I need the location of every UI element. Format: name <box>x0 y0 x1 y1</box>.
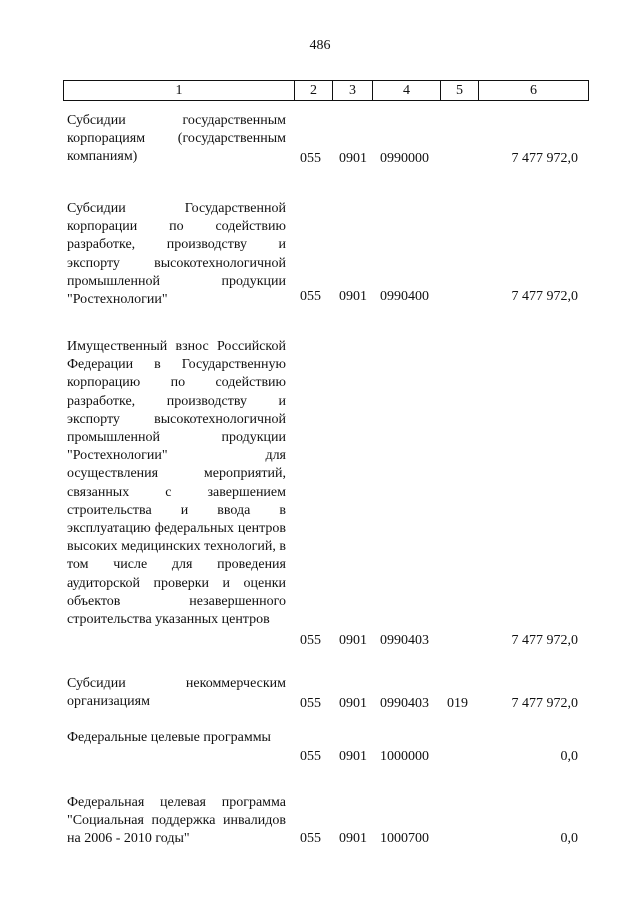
column-header-6: 6 <box>479 81 589 101</box>
row-description: Субсидии государственным корпорациям (государственным компаниям) <box>67 113 286 165</box>
row-col2: 055 <box>300 633 321 648</box>
column-header-row <box>64 81 589 101</box>
row-amount: 7 477 972,0 <box>511 151 578 166</box>
column-header-table <box>63 80 589 101</box>
column-header-3: 3 <box>333 81 373 101</box>
row-col4: 0990000 <box>380 151 429 166</box>
row-col4: 1000000 <box>380 749 429 764</box>
column-header-5: 5 <box>441 81 479 101</box>
row-description: Имущественный взнос Российской Федерации в Государственную корпорацию по содействию разработке, производству и экспорту высокотехнологичной промышленной продукции "Ростехнологии" для осуществления мероприятий, связанных с завершением строительства и ввода в эксплуатацию федеральных центров высоких медицинских технологий, в том числе для проведения аудиторской проверки и оценки объектов незавершенного строительства указанных центров <box>67 339 286 628</box>
row-col3: 0901 <box>339 749 367 764</box>
row-description: Федеральная целевая программа "Социальная поддержка инвалидов на 2006 - 2010 годы" <box>67 795 286 847</box>
row-col3: 0901 <box>339 831 367 846</box>
row-amount: 7 477 972,0 <box>511 696 578 711</box>
row-col4: 0990400 <box>380 289 429 304</box>
column-header-2: 2 <box>295 81 333 101</box>
row-col5: 019 <box>447 696 468 711</box>
row-description: Субсидии Государственной корпорации по содействию разработке, производству и экспорту высокотехнологичной промышленной продукции "Ростехнологии" <box>67 201 286 308</box>
column-header-4: 4 <box>373 81 441 101</box>
row-description: Федеральные целевые программы <box>67 730 271 745</box>
row-amount: 7 477 972,0 <box>511 289 578 304</box>
page-number: 486 <box>309 38 331 53</box>
row-col3: 0901 <box>339 289 367 304</box>
row-col3: 0901 <box>339 151 367 166</box>
row-description: Субсидии некоммерческим организациям <box>67 676 286 710</box>
row-col4: 1000700 <box>380 831 429 846</box>
row-col2: 055 <box>300 151 321 166</box>
row-col4: 0990403 <box>380 633 429 648</box>
row-col2: 055 <box>300 831 321 846</box>
row-col2: 055 <box>300 696 321 711</box>
row-amount: 0,0 <box>560 831 578 846</box>
row-col2: 055 <box>300 289 321 304</box>
row-col3: 0901 <box>339 633 367 648</box>
row-amount: 0,0 <box>560 749 578 764</box>
row-col4: 0990403 <box>380 696 429 711</box>
row-col3: 0901 <box>339 696 367 711</box>
column-header-1: 1 <box>64 81 295 101</box>
row-amount: 7 477 972,0 <box>511 633 578 648</box>
row-col2: 055 <box>300 749 321 764</box>
